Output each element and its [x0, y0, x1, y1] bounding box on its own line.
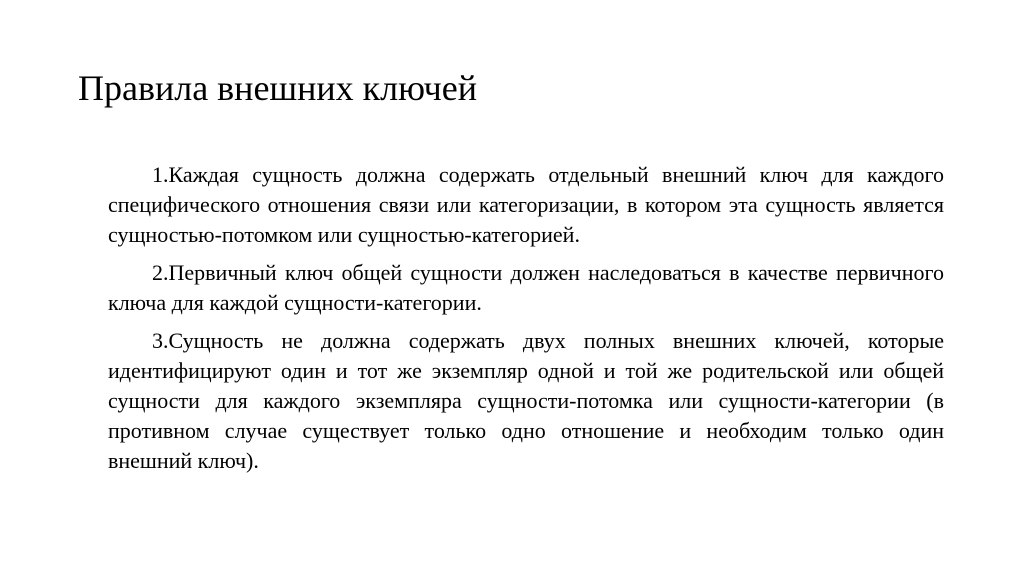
rule-1: 1.Каждая сущность должна содержать отдельный внешний ключ для каждого специфического отношения связи или категоризации, в котором эта сущность является сущностью-потомком или сущностью-категорией.: [108, 162, 944, 247]
rules-list: [108, 160, 944, 484]
rule-3: 3.Сущность не должна содержать двух полных внешних ключей, которые идентифицируют один и тот же экземпляр одной и той же родительской или общей сущности для каждого экземпляра сущности-потомка или сущности-категории (в противном случае существует только одно отношение и необходим только один внешний ключ).: [108, 328, 944, 473]
slide-title: Правила внешних ключей: [78, 68, 478, 108]
rule-2: 2.Первичный ключ общей сущности должен наследоваться в качестве первичного ключа для каждой сущности-категории.: [108, 260, 944, 315]
